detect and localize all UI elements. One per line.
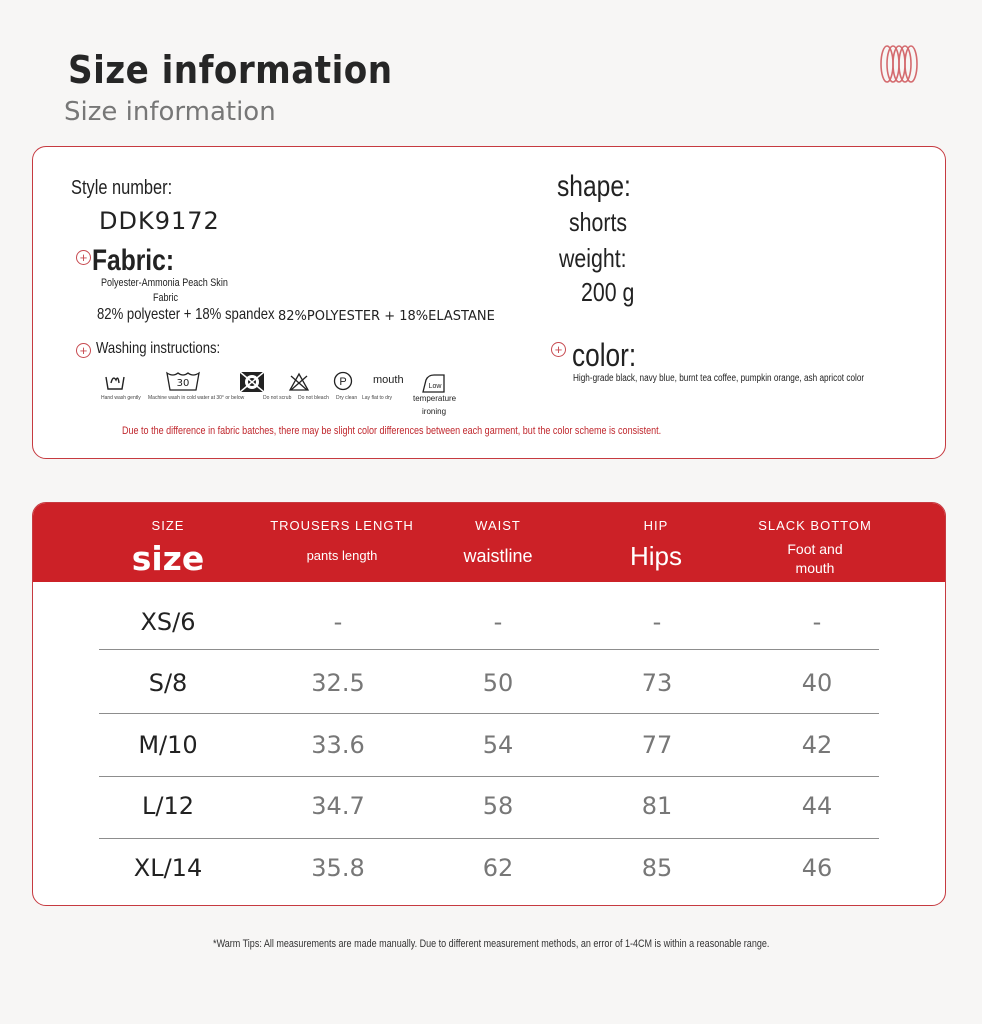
iron-caption-1: temperature <box>413 394 457 403</box>
washing-instructions-label: Washing instructions: <box>96 340 221 357</box>
low-iron-icon <box>420 370 448 396</box>
fabric-name: Polyester-Ammonia Peach Skin <box>101 277 228 289</box>
iron-caption-2: ironing <box>422 407 447 416</box>
do-not-bleach-icon <box>288 372 310 392</box>
hip-cell: - <box>652 608 662 636</box>
fabric-composition-en: 82%POLYESTER + 18%ELASTANE <box>278 309 495 324</box>
svg-text:Low: Low <box>428 383 442 390</box>
slack-bottom-cell: 44 <box>801 792 833 820</box>
page-subtitle: Size information <box>64 97 276 127</box>
wash-caption: Dry clean <box>336 395 358 401</box>
page-title: Size information <box>68 48 393 92</box>
plus-icon: + <box>551 342 566 357</box>
table-row <box>99 837 879 899</box>
hand-wash-icon <box>104 371 126 391</box>
svg-text:P: P <box>339 376 347 388</box>
slack-bottom-cell: - <box>812 608 822 636</box>
size-cell: S/8 <box>148 669 188 697</box>
color-difference-note: Due to the difference in fabric batches, there may be slight color differences between each garment, but the color scheme is consistent. <box>122 425 662 437</box>
hip-cell: 85 <box>641 854 673 882</box>
trousers-length-cell: 35.8 <box>311 854 365 882</box>
plus-icon: + <box>76 343 91 358</box>
slack-bottom-cell: 42 <box>801 731 833 759</box>
row-divider <box>99 649 879 650</box>
table-row <box>99 775 879 837</box>
shape-value: shorts <box>569 207 628 237</box>
trousers-length-cell: 33.6 <box>311 731 365 759</box>
wash-caption: Do not bleach <box>298 395 329 401</box>
shape-label: shape: <box>557 170 631 203</box>
waist-cell: 54 <box>482 731 514 759</box>
style-number-value: DDK9172 <box>99 207 220 235</box>
table-row <box>99 591 879 653</box>
size-cell: L/12 <box>142 792 194 820</box>
color-label: color: <box>572 337 637 373</box>
hip-cell: 73 <box>641 669 673 697</box>
trousers-length-cell: 34.7 <box>311 792 365 820</box>
wash-caption: Machine wash in cold water at 30° or below <box>148 395 245 401</box>
trousers-length-cell: 32.5 <box>311 669 365 697</box>
size-table <box>32 502 946 906</box>
svg-text:30: 30 <box>176 378 190 389</box>
style-number-label: Style number: <box>71 177 173 199</box>
table-row <box>99 714 879 776</box>
plus-icon: + <box>76 250 91 265</box>
fabric-composition: 82% polyester + 18% spandex <box>97 306 275 323</box>
wash-caption: Hand wash gently <box>101 395 141 401</box>
size-cell: XL/14 <box>133 854 203 882</box>
size-cell: M/10 <box>138 731 198 759</box>
slack-bottom-cell: 40 <box>801 669 833 697</box>
do-not-tumble-dry-icon <box>238 370 266 394</box>
wash-caption: Lay flat to dry <box>362 395 393 401</box>
waist-cell: - <box>493 608 503 636</box>
dry-clean-p-icon <box>333 371 353 391</box>
wash-caption: Do not scrub <box>263 395 292 401</box>
fabric-label: Fabric: <box>92 244 175 277</box>
hip-cell: 81 <box>641 792 673 820</box>
lay-flat-dry-label: mouth <box>373 374 404 386</box>
table-row <box>99 652 879 714</box>
waist-cell: 50 <box>482 669 514 697</box>
trousers-length-cell: - <box>333 608 343 636</box>
waist-cell: 58 <box>482 792 514 820</box>
machine-wash-30-icon <box>165 370 201 392</box>
slack-bottom-cell: 46 <box>801 854 833 882</box>
size-table-header: SIZE size TROUSERS LENGTH pants length WAIST waistline HIP Hips SLACK BOTTOM Foot and mouth <box>33 503 945 582</box>
color-value: High-grade black, navy blue, burnt tea coffee, pumpkin orange, ash apricot color <box>573 373 865 384</box>
fabric-name-line2: Fabric <box>153 292 179 304</box>
waist-cell: 62 <box>482 854 514 882</box>
hip-cell: 77 <box>641 731 673 759</box>
weight-value: 200 g <box>581 277 635 307</box>
size-cell: XS/6 <box>140 608 196 636</box>
weight-label: weight: <box>559 243 627 273</box>
warm-tips: *Warm Tips: All measurements are made manually. Due to different measurement methods, an error of 1-4CM is within a reasonable range. <box>212 938 770 950</box>
brand-logo-icon <box>878 44 920 84</box>
